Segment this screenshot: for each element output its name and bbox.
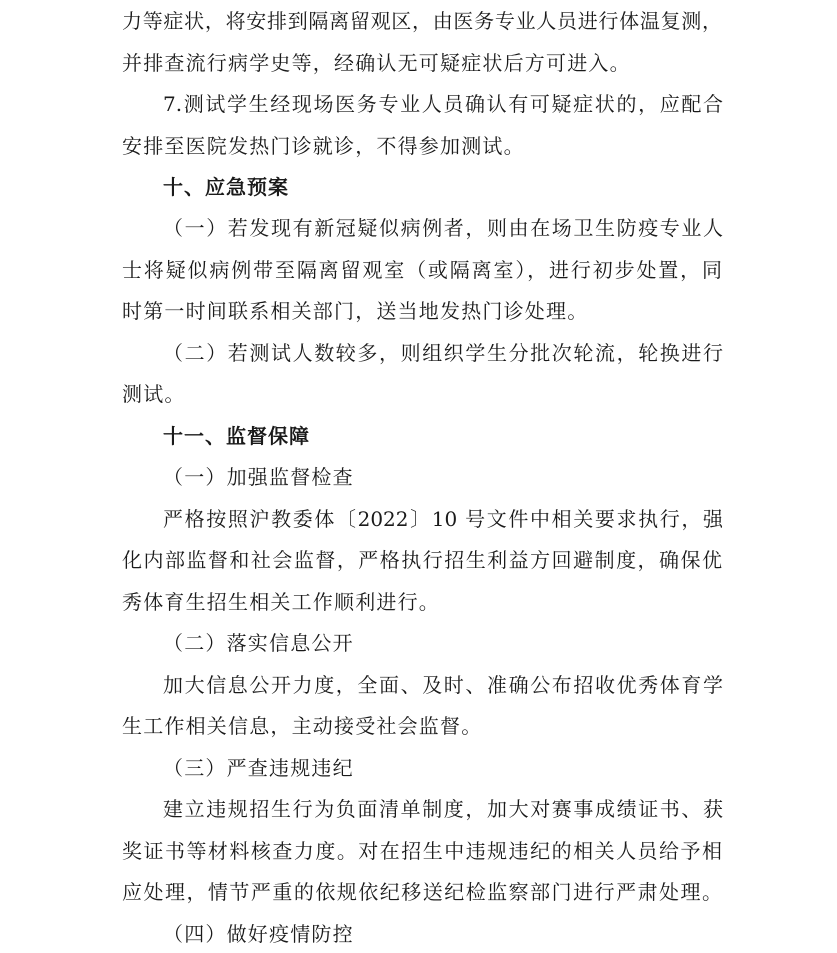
paragraph-line: 安排至医院发热门诊就诊，不得参加测试。: [122, 134, 525, 158]
paragraph-line: 并排查流行病学史等，经确认无可疑症状后方可进入。: [122, 51, 631, 75]
paragraph-line: 生工作相关信息，主动接受社会监督。: [122, 714, 483, 738]
paragraph-line: 化内部监督和社会监督，严格执行招生利益方回避制度，确保优: [122, 548, 722, 572]
section-heading: 十、应急预案: [163, 175, 289, 199]
paragraph-line: 建立违规招生行为负面清单制度，加大对赛事成绩证书、获: [163, 797, 723, 821]
paragraph-line: 加大信息公开力度，全面、及时、准确公布招收优秀体育学: [163, 673, 723, 697]
paragraph-line: 严格按照沪教委体〔2022〕10 号文件中相关要求执行，强: [163, 507, 723, 531]
paragraph-line: 奖证书等材料核查力度。对在招生中违规违纪的相关人员给予相: [122, 839, 722, 863]
paragraph-line: 力等症状，将安排到隔离留观区，由医务专业人员进行体温复测，: [122, 9, 722, 33]
paragraph-line: 测试。: [122, 382, 186, 406]
paragraph-line: 7.测试学生经现场医务专业人员确认有可疑症状的，应配合: [163, 92, 723, 116]
paragraph-line: （一）若发现有新冠疑似病例者，则由在场卫生防疫专业人: [163, 216, 723, 240]
paragraph-line: 秀体育生招生相关工作顺利进行。: [122, 590, 440, 614]
paragraph-line: （二）若测试人数较多，则组织学生分批次轮流，轮换进行: [163, 341, 723, 365]
subsection-heading: （一）加强监督检查: [163, 465, 354, 489]
paragraph-line: 时第一时间联系相关部门，送当地发热门诊处理。: [122, 299, 589, 323]
section-heading: 十一、监督保障: [163, 424, 310, 448]
subsection-heading: （四）做好疫情防控: [163, 922, 354, 946]
paragraph-line: 士将疑似病例带至隔离留观室（或隔离室），进行初步处置，同: [122, 258, 722, 282]
subsection-heading: （二）落实信息公开: [163, 631, 354, 655]
subsection-heading: （三）严查违规违纪: [163, 756, 354, 780]
paragraph-line: 应处理，情节严重的依规依纪移送纪检监察部门进行严肃处理。: [122, 880, 722, 904]
